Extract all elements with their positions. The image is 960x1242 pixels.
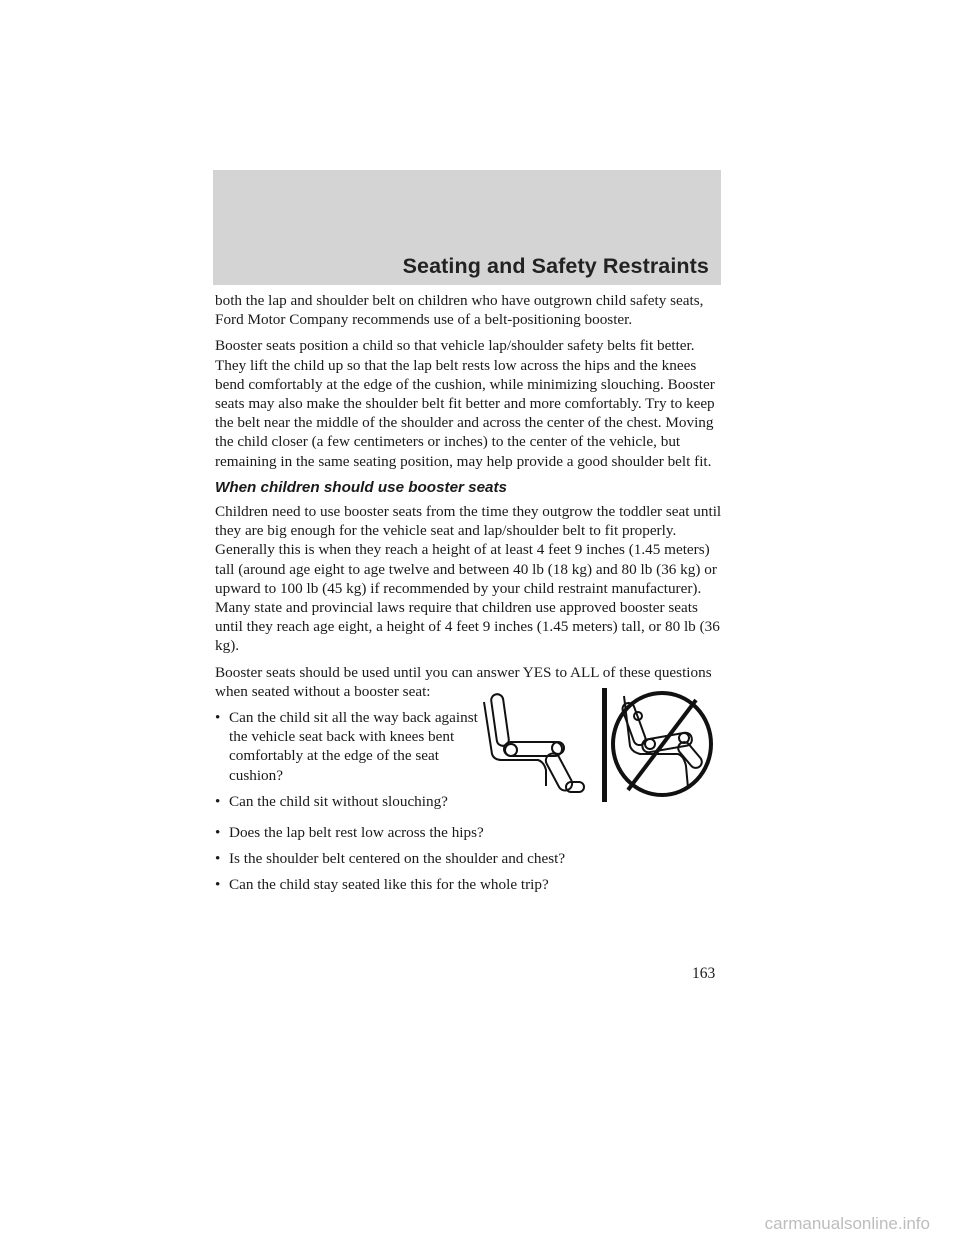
- list-item: [215, 875, 727, 894]
- subheading: When children should use booster seats: [215, 478, 507, 496]
- list-item-text: Can the child sit without slouching?: [229, 792, 448, 810]
- paragraph-booster-position: Booster seats position a child so that vehicle lap/shoulder safety belts fit better. They lift the child up so that the lap belt rests low across the hips and the knees bend comfortably at the edge of the cushion, while minimizing slouching. Booster seats may also make the shoulder belt fit better and more comfortably. Try to keep the belt near the middle of the shoulder and across the center of the chest. Moving the child closer (a few centimeters or inches) to the center of the vehicle, but remaining in the same seating position, may help provide a good shoulder belt fit.: [215, 337, 715, 470]
- list-item: [215, 708, 489, 785]
- divider-bar: [602, 688, 607, 802]
- correct-seating-icon: [484, 693, 584, 793]
- paragraph-questions: Booster seats should be used until you can answer YES to ALL of these questions when seated without a booster seat:: [215, 663, 712, 700]
- list-item: [215, 792, 489, 811]
- bullet-icon: •: [215, 850, 221, 868]
- paragraph-intro: both the lap and shoulder belt on children who have outgrown child safety seats, Ford Motor Company recommends use of a belt-positioning booster.: [215, 292, 704, 329]
- list-item-text: Can the child sit all the way back against the vehicle seat back with knees bent comfortably at the edge of the seat cushion?: [229, 709, 478, 784]
- watermark: carmanualsonline.info: [764, 1214, 930, 1233]
- bullet-icon: •: [215, 876, 221, 894]
- bullet-icon: •: [215, 709, 221, 727]
- list-item-text: Is the shoulder belt centered on the shoulder and chest?: [229, 850, 566, 868]
- list-item-text: Can the child stay seated like this for the whole trip?: [229, 876, 549, 894]
- list-item: [215, 823, 727, 842]
- bullet-icon: •: [215, 792, 221, 810]
- section-title: Seating and Safety Restraints: [402, 254, 709, 278]
- list-item-text: Does the lap belt rest low across the hips?: [229, 824, 484, 842]
- header-band: [213, 170, 721, 285]
- paragraph-when-use: Children need to use booster seats from the time they outgrow the toddler seat until they are big enough for the vehicle seat and lap/shoulder belt to fit properly. Generally this is when they reach a height of at least 4 feet 9 inches (1.45 meters) tall (around age eight to age twelve and between 40 lb (18 kg) and 80 lb (36 kg) or upward to 100 lb (45 kg) if recommended by your child restraint manufacturer). Many state and provincial laws require that children use approved booster seats until they reach age eight, a height of 4 feet 9 inches (1.45 meters) tall, or 80 lb (36 kg).: [215, 503, 722, 655]
- bullet-icon: •: [215, 824, 221, 842]
- page-content: [215, 291, 727, 902]
- list-item: [215, 849, 727, 868]
- incorrect-seating-icon: [613, 693, 711, 795]
- booster-seat-illustration: [478, 686, 720, 806]
- page-number: 163: [692, 965, 716, 982]
